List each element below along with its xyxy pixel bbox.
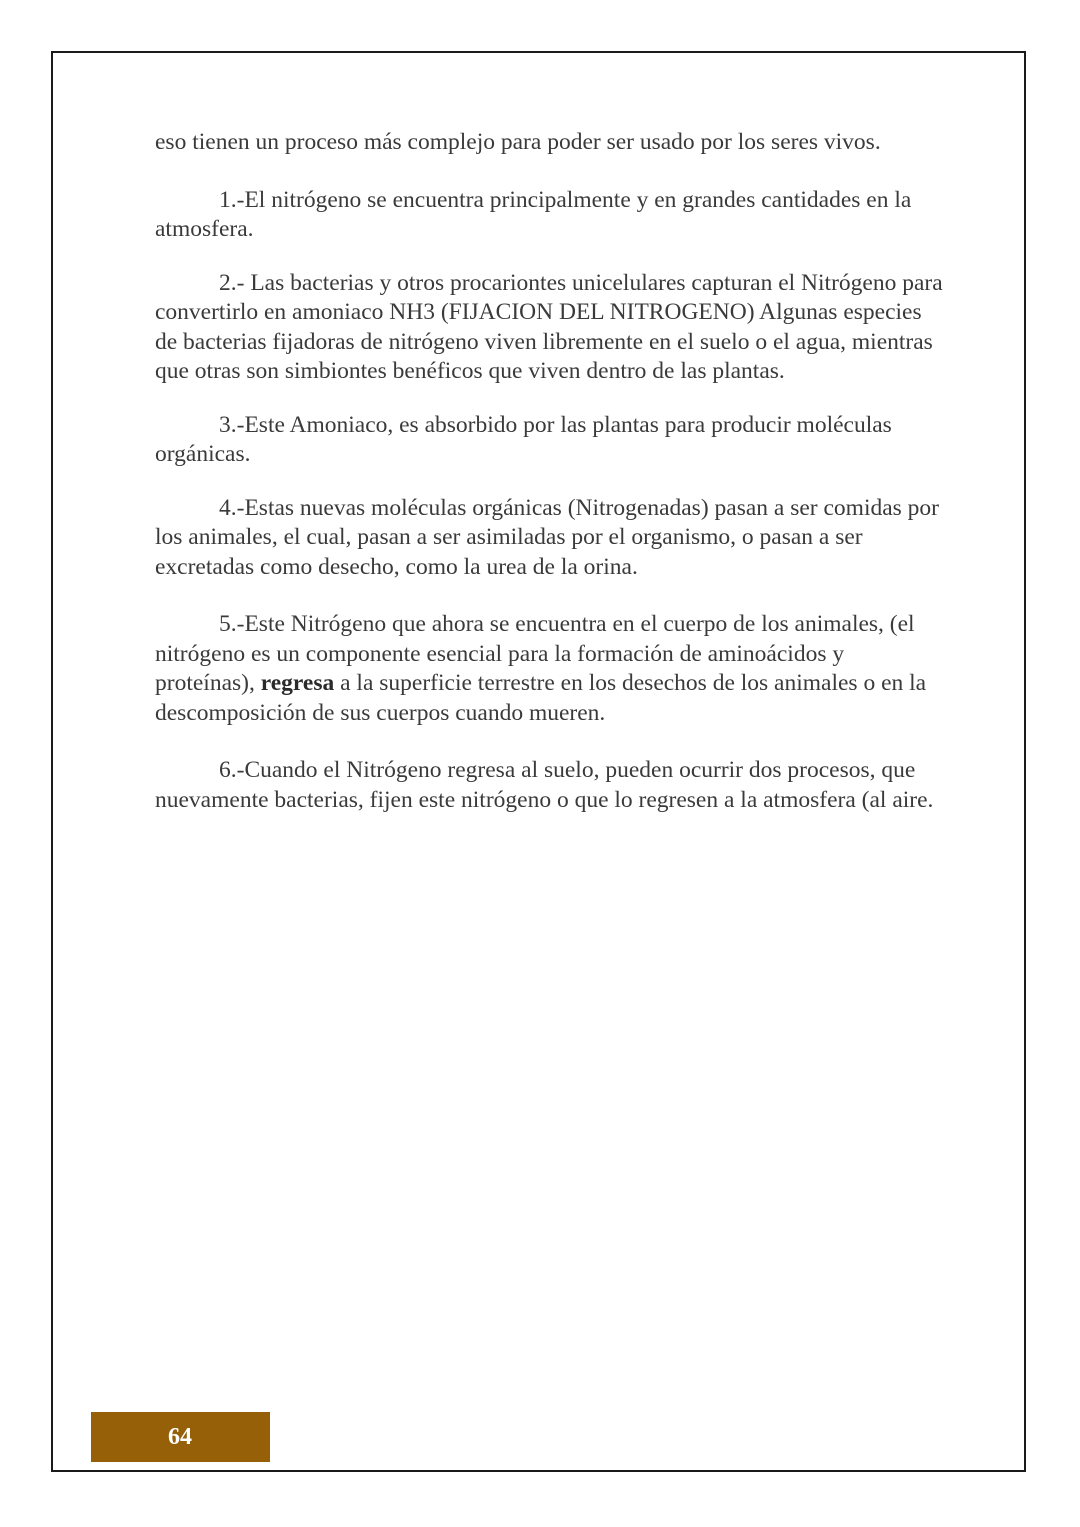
page-number: 64 [168, 1423, 192, 1450]
paragraph-5-after: a la superficie terrestre en los desechos de los animales o en la descomposición de sus cuerpos cuando mueren. [155, 670, 927, 726]
intro-paragraph: eso tienen un proceso más complejo para poder ser usado por los seres vivos. [155, 129, 881, 155]
paragraph-5-before: 5.-Este Nitrógeno que ahora se encuentra en el cuerpo de los animales, (el nitrógeno es un componente esencial para la formación de aminoácidos y proteínas), [155, 611, 915, 696]
paragraph-4: 4.-Estas nuevas moléculas orgánicas (Nitrogenadas) pasan a ser comidas por los animales, el cual, pasan a ser asimiladas por el organismo, o pasan a ser excretadas como desecho, como la urea de la orina. [155, 494, 939, 580]
paragraph-6: 6.-Cuando el Nitrógeno regresa al suelo, pueden ocurrir dos procesos, que nuevamente bacterias, fijen este nitrógeno o que lo regresen a la atmosfera (al aire. [155, 757, 934, 813]
paragraph-2: 2.- Las bacterias y otros procariontes unicelulares capturan el Nitrógeno para convertirlo en amoniaco NH3 (FIJACION DEL NITROGENO) Algunas especies de bacterias fijadoras de nitrógeno viven libremente en el suelo o el agua, mientras que otras son simbiontes benéficos que viven dentro de las plantas. [155, 269, 943, 384]
page-number-badge [91, 1412, 270, 1462]
paragraph-3: 3.-Este Amoniaco, es absorbido por las plantas para producir moléculas orgánicas. [155, 411, 892, 467]
paragraph-1: 1.-El nitrógeno se encuentra principalmente y en grandes cantidades en la atmosfera. [155, 186, 912, 242]
paragraph-5 [155, 610, 945, 728]
document-body [155, 128, 945, 839]
paragraph-5-bold: regresa [260, 670, 335, 696]
